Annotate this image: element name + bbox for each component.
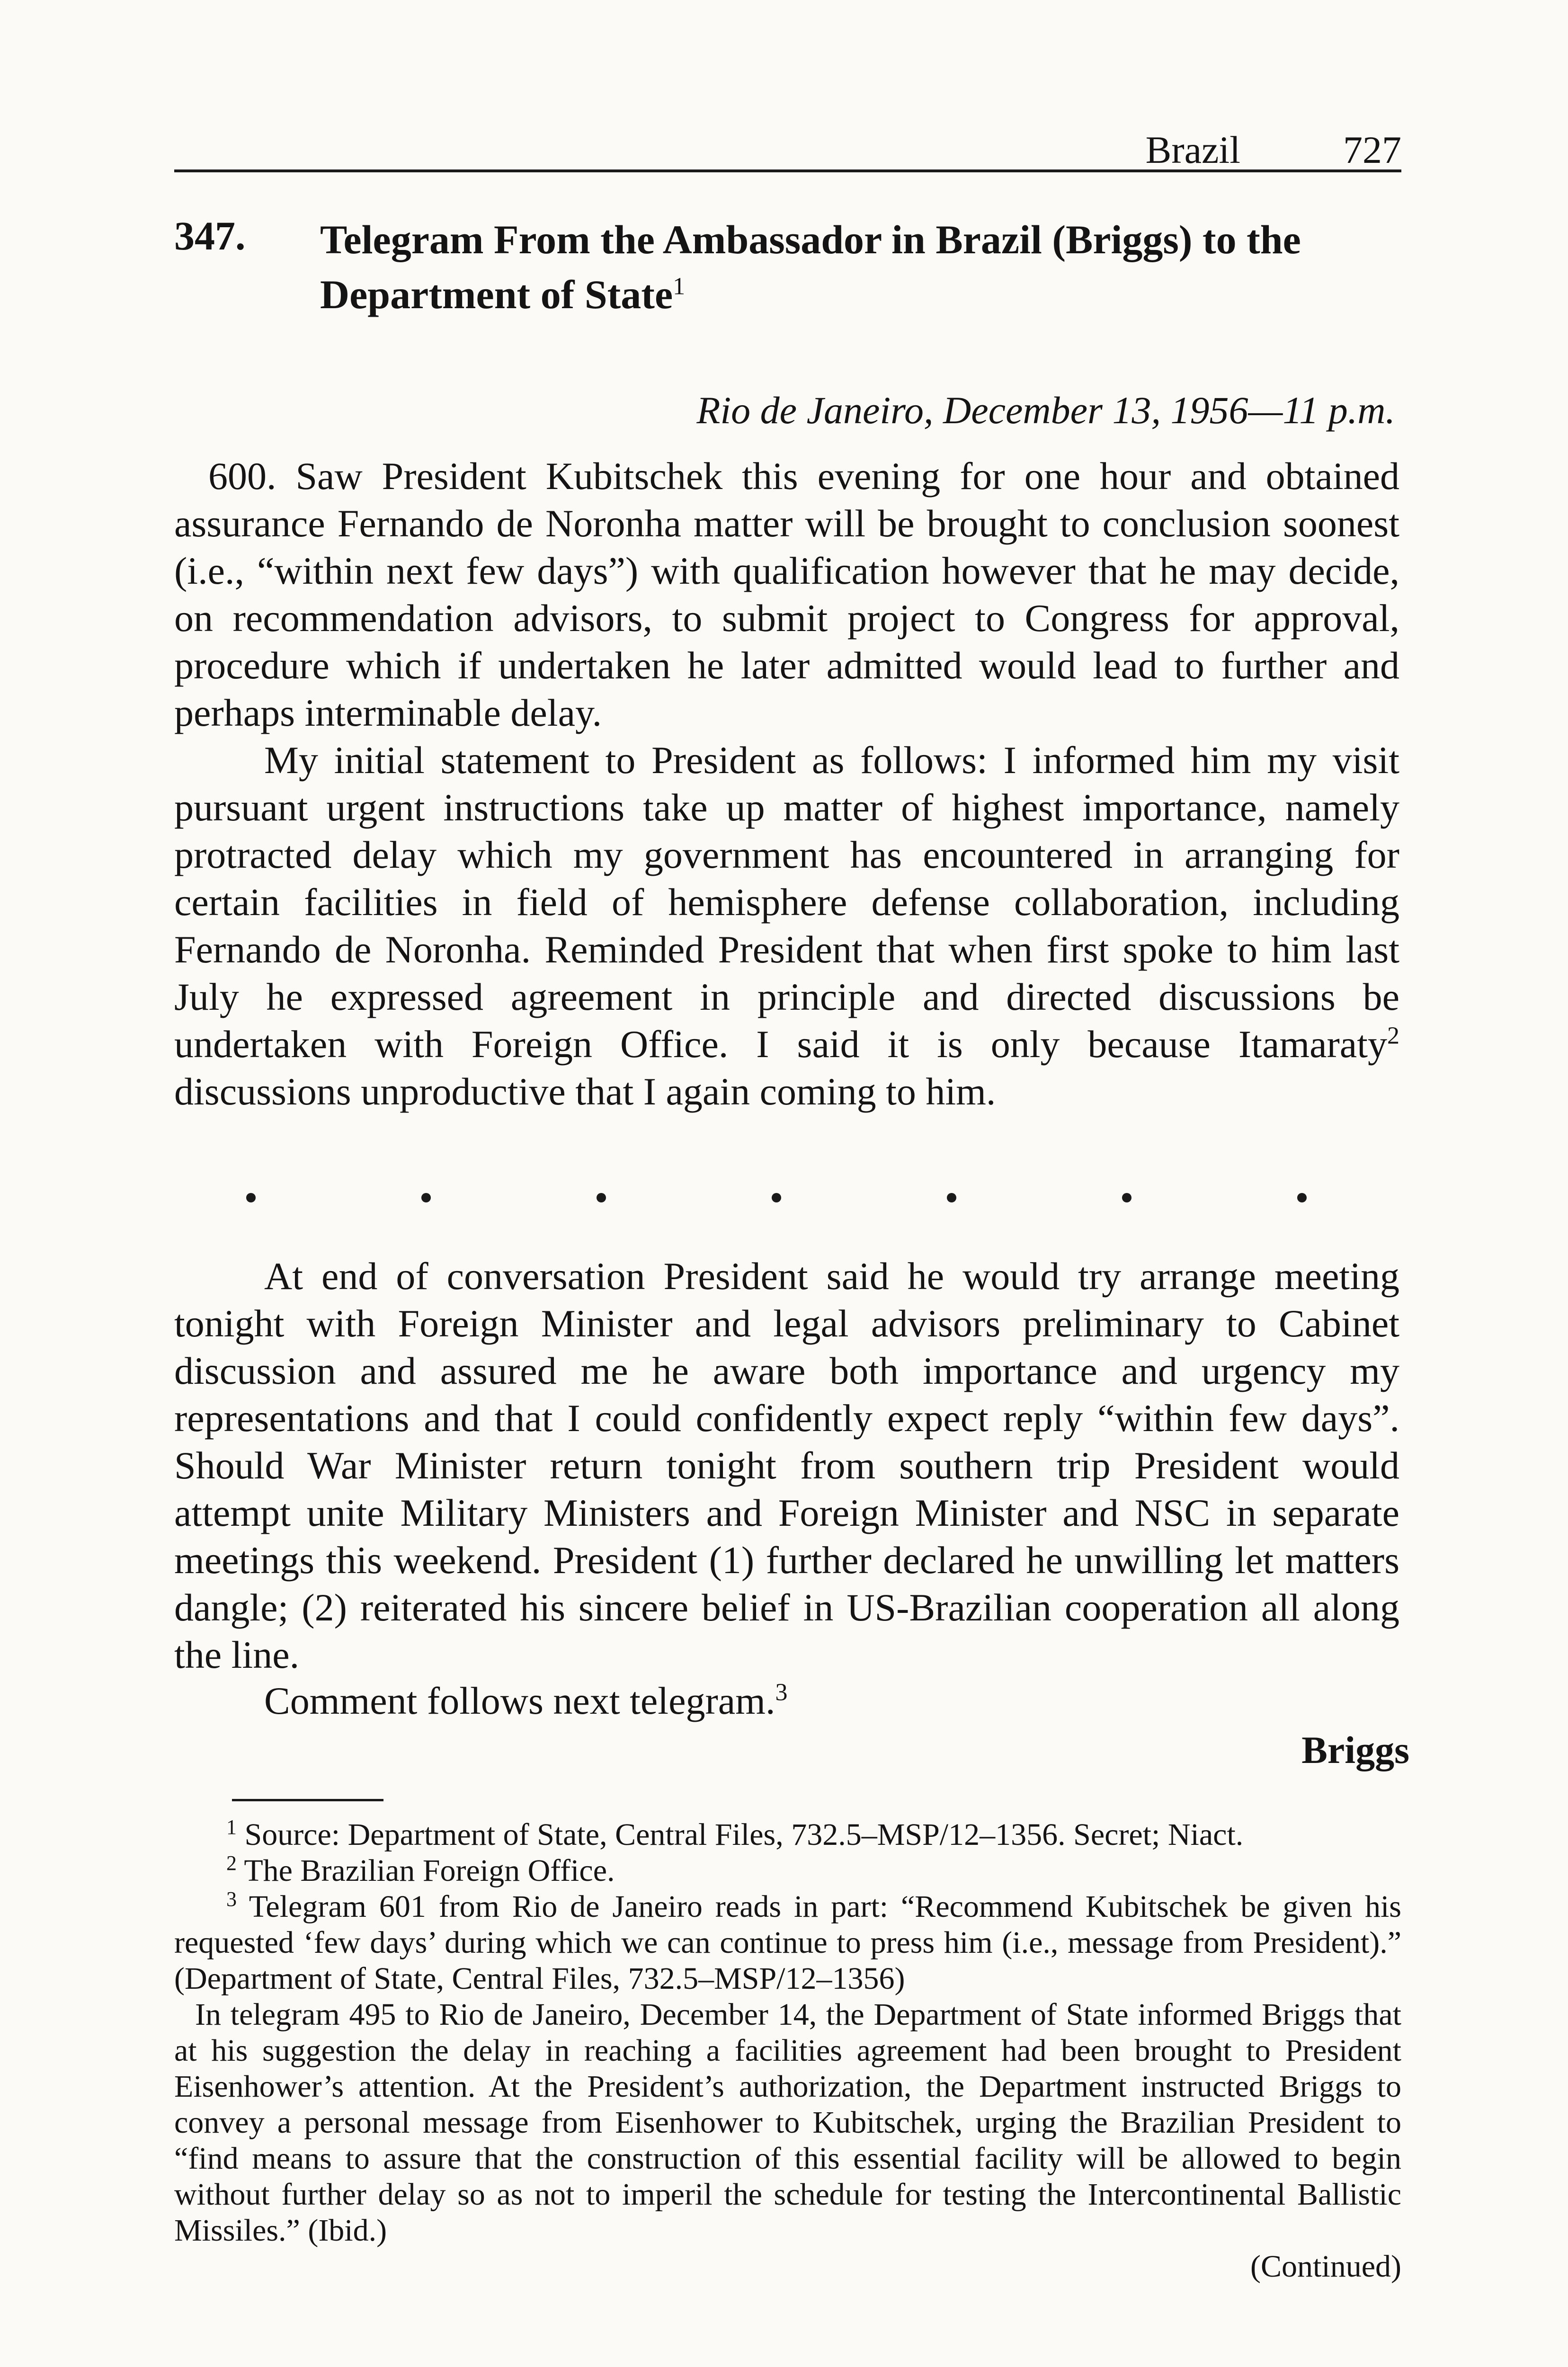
dot	[421, 1193, 431, 1202]
document-title	[320, 212, 1409, 322]
footnote-3-text: Telegram 601 from Rio de Janeiro reads in part: “Recommend Kubitschek be given his requested ‘few days’ during which we can continue to press him (i.e., message from President).” (Department of State, Central Files, 732.5–MSP/12–1356)	[174, 1889, 1401, 1996]
footnote-ref-2: 2	[1387, 1022, 1399, 1050]
footnote-2	[174, 1853, 1401, 1889]
page-header	[174, 124, 1401, 172]
footnote-3	[174, 1889, 1401, 1997]
footnotes	[174, 1817, 1401, 2285]
signature: Briggs	[1301, 1728, 1409, 1771]
dot	[1122, 1193, 1131, 1202]
paragraph-4-text: Comment follows next telegram.	[264, 1679, 775, 1722]
dot	[1297, 1193, 1307, 1202]
dot	[246, 1193, 256, 1202]
footnote-1	[174, 1817, 1401, 1853]
document-number: 347.	[174, 213, 246, 258]
footnote-2-text: The Brazilian Foreign Office.	[244, 1853, 615, 1888]
continued-label: (Continued)	[1250, 2249, 1401, 2284]
footnote-marker: 2	[226, 1851, 237, 1875]
dateline: Rio de Janeiro, December 13, 1956—11 p.m.	[696, 389, 1395, 432]
paragraph-4	[264, 1679, 787, 1723]
omission-dots	[246, 1193, 1307, 1202]
footnote-1-text: Source: Department of State, Central Files, 732.5–MSP/12–1356. Secret; Niact.	[244, 1817, 1244, 1852]
paragraph-2	[174, 737, 1399, 1115]
document-title-text: Telegram From the Ambassador in Brazil (Briggs) to the Department of State	[320, 217, 1301, 317]
paragraph-1: 600. Saw President Kubitschek this evening for one hour and obtained assurance Fernando de Noronha matter will be brought to conclusion soonest (i.e., “within next few days”) with qualification however that he may decide, on recommendation advisors, to submit project to Congress for approval, procedure which if undertaken he later admitted would lead to further and perhaps interminable delay.	[174, 454, 1399, 734]
paragraph-2-text-end: discussions unproductive that I again coming to him.	[174, 1070, 996, 1113]
footnote-ref-1: 1	[673, 273, 686, 300]
footnote-marker: 1	[226, 1815, 237, 1839]
footnote-3-continuation: In telegram 495 to Rio de Janeiro, December 14, the Department of State informed Briggs that at his suggestion the delay in reaching a facilities agreement had been brought to President Eisenhower’s attention. At the President’s authorization, the Department instructed Briggs to convey a personal message from Eisenhower to Kubitschek, urging the Brazilian President to “find means to assure that the construction of this essential facility will be allowed to begin without further delay so as not to imperil the schedule for testing the Intercontinental Ballistic Missiles.” (Ibid.)	[174, 1997, 1401, 2248]
paragraph-3: At end of conversation President said he would try arrange meeting tonight with Foreign Minister and legal advisors preliminary to Cabinet discussion and assured me he aware both importance and urgency my representations and that I could confidently expect reply “within few days”. Should War Minister return tonight from southern trip President would attempt unite Military Ministers and Foreign Minister and NSC in separate meetings this weekend. President (1) further declared he unwilling let matters dangle; (2) reiterated his sincere belief in US-Brazilian cooperation all along the line.	[174, 1255, 1399, 1676]
footnote-marker: 3	[226, 1887, 237, 1911]
footnote-divider	[232, 1799, 383, 1801]
running-head: Brazil	[1145, 128, 1240, 171]
dot	[597, 1193, 606, 1202]
page-number: 727	[1343, 128, 1401, 171]
footnote-ref-3: 3	[775, 1679, 788, 1706]
paragraph-2-text: My initial statement to President as follows: I informed him my visit pursuant urgent instructions take up matter of highest importance, namely protracted delay which my government has encountered in arranging for certain facilities in field of hemisphere defense collaboration, including Fernando de Noronha. Reminded President that when first spoke to him last July he expressed agreement in principle and directed discussions be undertaken with Foreign Office. I said it is only because Itamaraty	[174, 739, 1399, 1066]
dot	[772, 1193, 781, 1202]
dot	[947, 1193, 956, 1202]
